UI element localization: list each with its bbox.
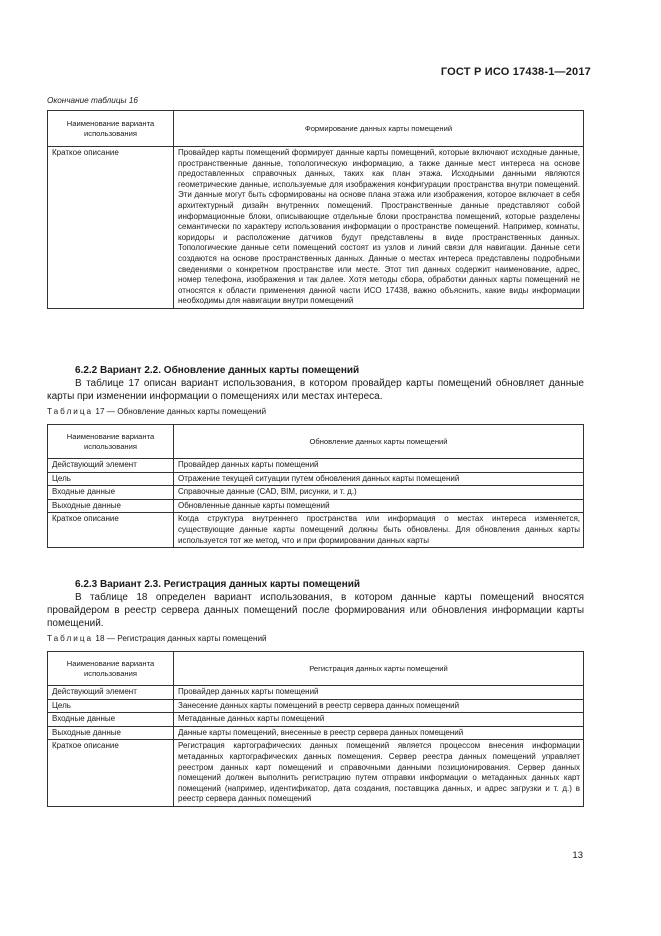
col1-header: Наименование варианта использования (48, 652, 174, 686)
row-label: Краткое описание (48, 513, 174, 548)
table16-continuation-caption: Окончание таблицы 16 (47, 96, 138, 105)
table-row (48, 726, 584, 740)
table-row (48, 513, 584, 548)
table-row (48, 486, 584, 500)
row-label: Входные данные (48, 713, 174, 727)
page-number: 13 (572, 850, 583, 861)
caption-prefix: Таблица (47, 407, 94, 416)
table-row (48, 686, 584, 700)
table-17 (47, 424, 584, 548)
row-label: Выходные данные (48, 726, 174, 740)
table18-caption (47, 634, 267, 643)
row-value: Когда структура внутреннего пространства или информация о местах интереса изменяется, существующие данные карты помещений должны быть обновлены. Для обновления данных карты используется тот же метод, что и при формировании данных карты (174, 513, 584, 548)
row-value: Провайдер карты помещений формирует данные карты помещений, которые включают исходные данные, пространственные данные, топологическую информацию, а также данные мест интереса на основе предоставленных справочных данных, таких как план этажа. Исходными данными являются геометрические данные, используемые для изображения конфигурации пространства внутри помещений. Эти данные могут быть сформированы на основе плана этажа или изображения, которое включает в себя архитектурный дизайн внутренних помещений. Пространственные данные представляют собой информационные блоки, описывающие отдельные блоки пространства помещений, которые разделены семантически по характеру использования информации о пространстве помещений. Например, комнаты, коридоры и расположение датчиков будут представлены в виде пространственных данных. Топологические данные сети помещений состоят из узлов и линий связи для навигации. Данные сети создаются на основе пространственных данных. Данные о местах интереса представлены подробными сведениями о конкретном пространстве или месте. Этот тип данных содержит наименование, адрес, номер телефона, изображения и так далее. Хотя методы сбора, обработки данных карты помещений не относятся к области применения данной части ИСО 17438, важно объяснить, какие виды информации необходимы для навигации внутри помещений (174, 147, 584, 309)
section-text: В таблице 17 описан вариант использования, в котором провайдер карты помещений обновляет данные карты при изменении информации о помещениях или местах интереса. (47, 378, 584, 402)
section-title: 6.2.2 Вариант 2.2. Обновление данных карты помещений (75, 365, 360, 376)
table-header-row (48, 111, 584, 147)
row-label: Действующий элемент (48, 686, 174, 700)
col2-header: Обновление данных карты помещений (174, 425, 584, 459)
row-label: Цель (48, 699, 174, 713)
table-16 (47, 110, 584, 309)
table-header-row (48, 652, 584, 686)
table-row (48, 472, 584, 486)
table-row (48, 713, 584, 727)
caption-text: 17 — Обновление данных карты помещений (95, 407, 267, 416)
col2-header: Регистрация данных карты помещений (174, 652, 584, 686)
row-value: Метаданные данных карты помещений (174, 713, 584, 727)
table-row (48, 147, 584, 309)
section-title: 6.2.3 Вариант 2.3. Регистрация данных карты помещений (75, 579, 361, 590)
table-row (48, 459, 584, 473)
caption-text: 18 — Регистрация данных карты помещений (95, 634, 267, 643)
row-value: Провайдер данных карты помещений (174, 686, 584, 700)
row-value: Справочные данные (CAD, BIM, рисунки, и т. д.) (174, 486, 584, 500)
row-label: Краткое описание (48, 147, 174, 309)
row-value: Обновленные данные карты помещений (174, 499, 584, 513)
table-row (48, 499, 584, 513)
col2-header: Формирование данных карты помещений (174, 111, 584, 147)
row-label: Выходные данные (48, 499, 174, 513)
section-text: В таблице 18 определен вариант использования, в котором данные карты помещений вносятся провайдером в реестр сервера данных помещений после формирования или обновления информации карты помещений. (47, 592, 584, 629)
row-label: Цель (48, 472, 174, 486)
row-label: Действующий элемент (48, 459, 174, 473)
col1-header: Наименование варианта использования (48, 425, 174, 459)
row-label: Краткое описание (48, 740, 174, 807)
section-6-2-3 (47, 578, 584, 630)
table-row (48, 740, 584, 807)
row-value: Провайдер данных карты помещений (174, 459, 584, 473)
table-header-row (48, 425, 584, 459)
row-value: Отражение текущей ситуации путем обновления данных карты помещений (174, 472, 584, 486)
row-value: Данные карты помещений, внесенные в реестр сервера данных помещений (174, 726, 584, 740)
document-header: ГОСТ Р ИСО 17438-1—2017 (440, 66, 591, 78)
col1-header: Наименование варианта использования (48, 111, 174, 147)
row-label: Входные данные (48, 486, 174, 500)
table-18 (47, 651, 584, 807)
row-value: Регистрация картографических данных помещений является процессом внесения информации метаданных картографических данных помещения. Сервер реестра данных помещений управляет реестром данных карт помещений и справочными данными позиционирования. Сервер данных помещений должен выполнить регистрацию путем отправки информации о метаданных данных карт помещений (например, идентификатор, дата создания, поставщика данных, и адрес загрузки и т. д.) в реестр сервера данных помещений (174, 740, 584, 807)
section-6-2-2 (47, 364, 584, 403)
table17-caption (47, 407, 266, 416)
caption-prefix: Таблица (47, 634, 94, 643)
table-row (48, 699, 584, 713)
row-value: Занесение данных карты помещений в реестр сервера данных помещений (174, 699, 584, 713)
